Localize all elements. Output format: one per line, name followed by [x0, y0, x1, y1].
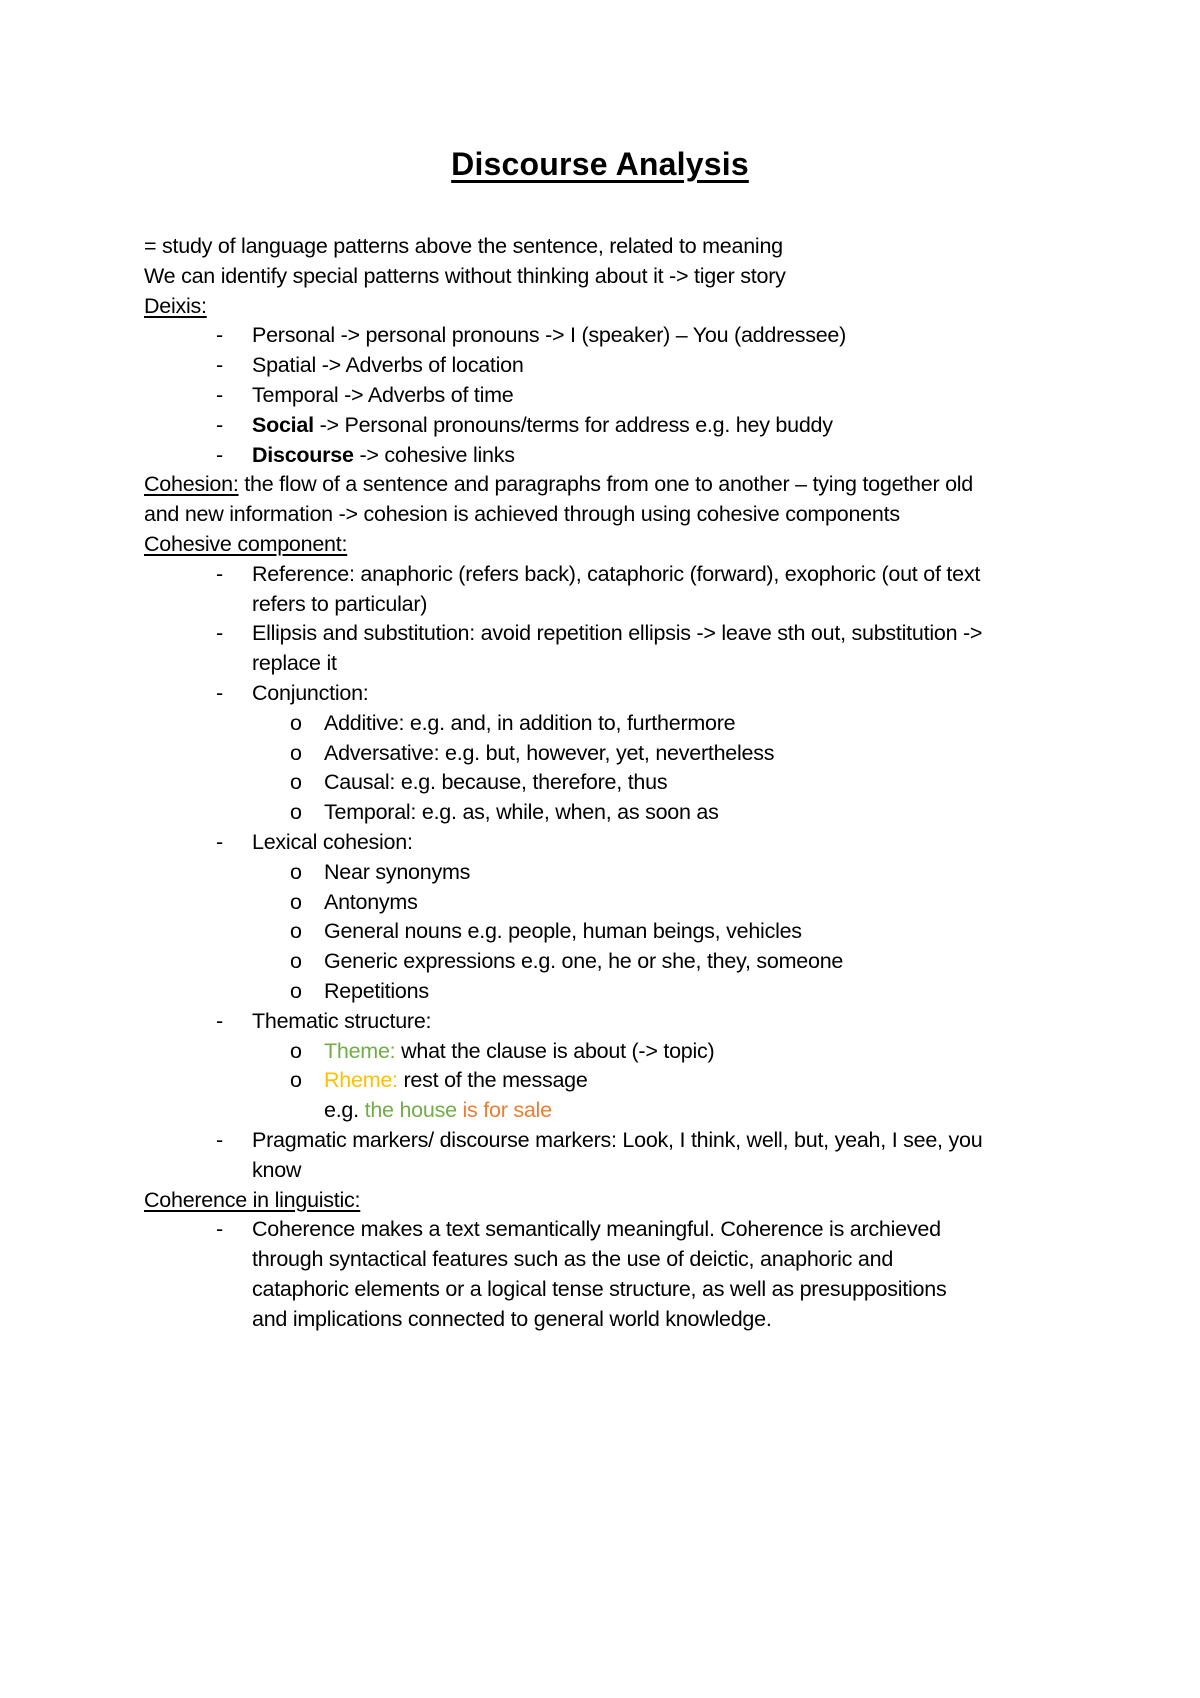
cohesion-heading: Cohesion: — [144, 472, 239, 497]
thematic-example: e.g. the house is for sale — [324, 1098, 552, 1123]
ellipsis-item: - Ellipsis and substitution: avoid repetition ellipsis -> leave sth out, substitution -> replace it — [216, 621, 983, 676]
deixis-item-bold: Social — [252, 412, 314, 437]
circle-bullet: o — [290, 770, 302, 795]
deixis-heading — [144, 292, 984, 322]
conjunction-subitem: o Temporal: e.g. as, while, when, as soon as — [144, 798, 984, 828]
rheme-label: Rheme: — [324, 1068, 398, 1093]
dash-bullet: - — [216, 1217, 223, 1242]
dash-bullet: - — [216, 323, 223, 348]
deixis-item: - Spatial -> Adverbs of location — [144, 351, 984, 381]
circle-bullet: o — [290, 710, 302, 735]
dash-bullet: - — [216, 1127, 223, 1152]
circle-bullet: o — [290, 859, 302, 884]
coherence-heading — [144, 1186, 984, 1216]
conjunction-subitem: o Causal: e.g. because, therefore, thus — [144, 768, 984, 798]
cohesion-paragraph — [144, 470, 984, 530]
lexical-subitem: o Near synonyms — [144, 858, 984, 888]
dash-bullet: - — [216, 829, 223, 854]
cohesive-component-list — [144, 560, 984, 1186]
lexical-subitem: o Repetitions — [144, 977, 984, 1007]
dash-bullet: - — [216, 382, 223, 407]
theme-label: Theme: — [324, 1038, 396, 1063]
dash-bullet: - — [216, 353, 223, 378]
circle-bullet: o — [290, 1068, 302, 1093]
dash-bullet: - — [216, 680, 223, 705]
conjunction-subitem: o Additive: e.g. and, in addition to, furthermore — [144, 709, 984, 739]
example-rheme: is for sale — [456, 1098, 552, 1123]
lexical-subitem: o General nouns e.g. people, human beings, vehicles — [144, 917, 984, 947]
dash-bullet: - — [216, 561, 223, 586]
lexical-cohesion-item: - Lexical cohesion: — [144, 828, 984, 858]
circle-bullet: o — [290, 1038, 302, 1063]
coherence-heading-text: Coherence in linguistic: — [144, 1187, 361, 1212]
circle-bullet: o — [290, 740, 302, 765]
intro-line: = study of language patterns above the sentence, related to meaning — [144, 234, 783, 258]
pragmatic-markers-item: - Pragmatic markers/ discourse markers: Look, I think, well, but, yeah, I see, you know — [216, 1127, 983, 1182]
document-body — [144, 232, 984, 1334]
dash-bullet: - — [216, 442, 223, 467]
dash-bullet: - — [216, 1008, 223, 1033]
deixis-item: - Temporal -> Adverbs of time — [144, 381, 984, 411]
reference-item: - Reference: anaphoric (refers back), cataphoric (forward), exophoric (out of text refers to particular) — [216, 561, 981, 616]
coherence-list — [144, 1215, 984, 1334]
coherence-item: - Coherence makes a text semantically meaningful. Coherence is archieved through syntactical features such as the use of deictic, anaphoric and cataphoric elements or a logical tense structure, as well as presuppositions and implications connected to general world knowledge. — [216, 1217, 947, 1331]
deixis-item-bold: Discourse — [252, 442, 354, 467]
circle-bullet: o — [290, 800, 302, 825]
circle-bullet: o — [290, 978, 302, 1003]
cohesion-text: the flow of a sentence and paragraphs from one to another – tying together old and new information -> cohesion is achieved through using cohesive components — [144, 472, 974, 527]
deixis-item: - Social -> Personal pronouns/terms for address e.g. hey buddy — [144, 411, 984, 441]
deixis-item: - Discourse -> cohesive links — [144, 441, 984, 471]
theme-subitem: o Theme: what the clause is about (-> topic) — [144, 1037, 984, 1067]
dash-bullet: - — [216, 412, 223, 437]
conjunction-item: - Conjunction: — [144, 679, 984, 709]
lexical-subitem: o Antonyms — [144, 888, 984, 918]
rheme-subitem: o Rheme: rest of the message — [144, 1066, 984, 1096]
circle-bullet: o — [290, 919, 302, 944]
dash-bullet: - — [216, 621, 223, 646]
lexical-subitem: o Generic expressions e.g. one, he or she, they, someone — [144, 947, 984, 977]
intro-line: We can identify special patterns without thinking about it -> tiger story — [144, 263, 786, 288]
page-title: Discourse Analysis — [451, 146, 749, 182]
circle-bullet: o — [290, 949, 302, 974]
cohesive-component-heading-text: Cohesive component: — [144, 531, 348, 556]
circle-bullet: o — [290, 889, 302, 914]
thematic-structure-item: - Thematic structure: — [144, 1007, 984, 1037]
deixis-list — [144, 321, 984, 470]
example-theme: the house — [364, 1098, 457, 1123]
conjunction-subitem: o Adversative: e.g. but, however, yet, nevertheless — [144, 739, 984, 769]
cohesive-component-heading — [144, 530, 984, 560]
deixis-heading-text: Deixis: — [144, 293, 207, 318]
deixis-item: - Personal -> personal pronouns -> I (speaker) – You (addressee) — [144, 321, 984, 351]
